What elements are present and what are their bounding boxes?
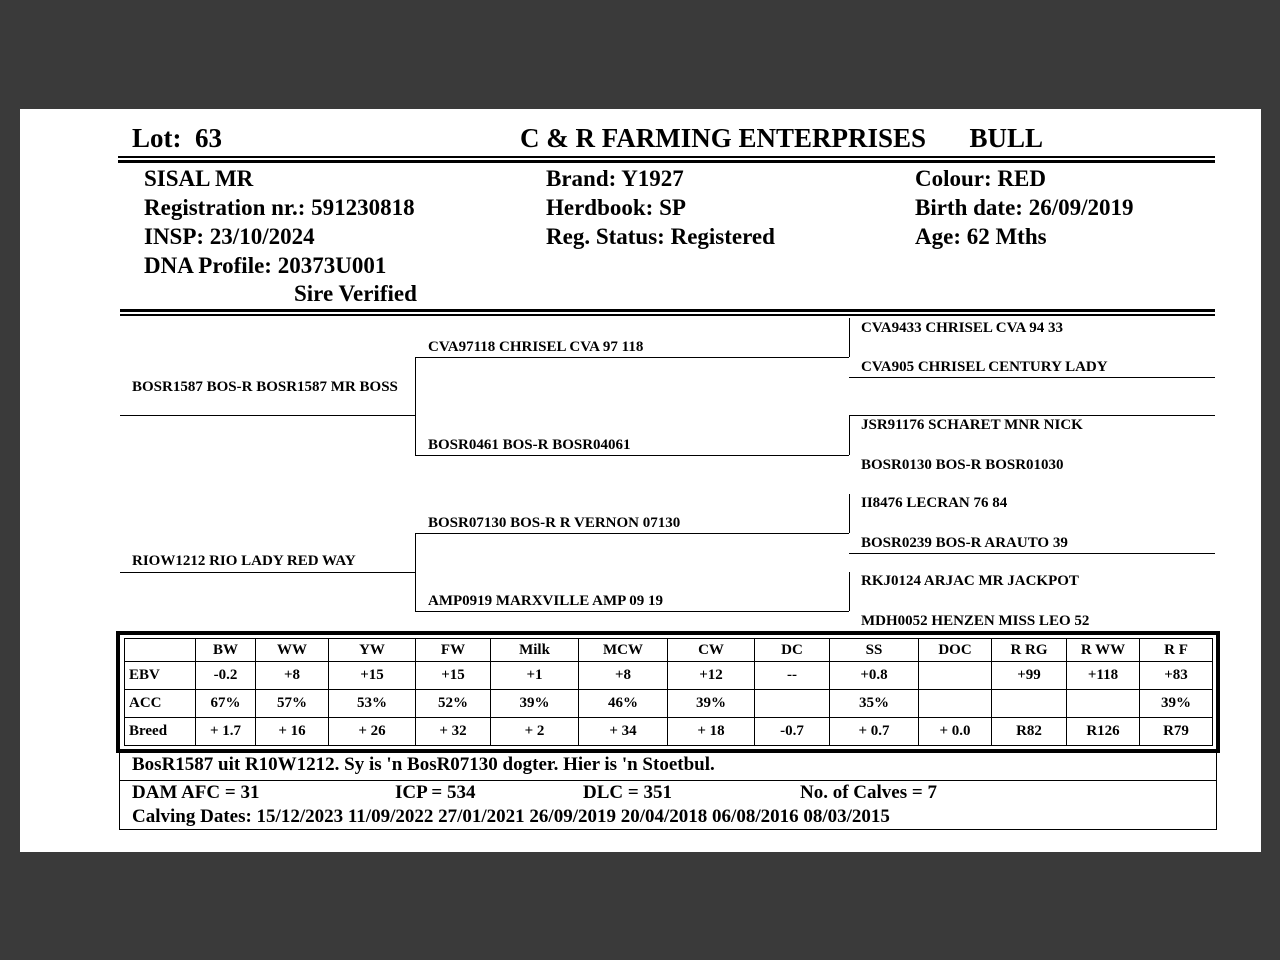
ebv-cell: +0.8 [830, 662, 919, 690]
ebv-col-header: Milk [491, 639, 579, 662]
ebv-col-header: CW [668, 639, 755, 662]
registration-status: Reg. Status: Registered [546, 224, 775, 249]
ebv-col-header: R RG [992, 639, 1067, 662]
pedigree-line [415, 533, 849, 534]
dam-info-box [119, 780, 1217, 830]
animal-sex: BULL [969, 123, 1044, 153]
registration-number: Registration nr.: 591230818 [144, 195, 415, 220]
ebv-row-label: ACC [125, 690, 196, 718]
ebv-cell: + 2 [491, 718, 579, 746]
breed-row [125, 718, 1213, 746]
pedigree-line [415, 611, 849, 612]
pedigree-dam-dam: AMP0919 MARXVILLE AMP 09 19 [428, 593, 663, 609]
ebv-cell: + 0.0 [919, 718, 992, 746]
pedigree-line [415, 357, 416, 455]
breeder-heading [520, 123, 1043, 154]
lot-heading [132, 123, 222, 154]
birth-date: Birth date: 26/09/2019 [915, 195, 1134, 220]
ebv-cell: 46% [579, 690, 668, 718]
ebv-cell: +8 [579, 662, 668, 690]
pedigree-dam: RIOW1212 RIO LADY RED WAY [132, 553, 356, 569]
dlc: DLC = 351 [583, 782, 672, 803]
ebv-cell: -0.7 [755, 718, 830, 746]
pedigree-line [849, 572, 850, 611]
remark-box [119, 752, 1217, 781]
ebv-cell: +99 [992, 662, 1067, 690]
number-of-calves: No. of Calves = 7 [800, 782, 937, 803]
ebv-cell: 39% [668, 690, 755, 718]
pedigree-line [415, 357, 849, 358]
remark-text: BosR1587 uit R10W1212. Sy is 'n BosR07130 dogter. Hier is 'n Stoetbul. [132, 754, 715, 775]
pedigree-sds: JSR91176 SCHARET MNR NICK [861, 417, 1083, 433]
pedigree-dsd: BOSR0239 BOS-R ARAUTO 39 [861, 535, 1068, 551]
pedigree-ssd: CVA905 CHRISEL CENTURY LADY [861, 359, 1108, 375]
icp: ICP = 534 [395, 782, 476, 803]
info-rule-bottom [120, 314, 1215, 316]
pedigree-line [849, 494, 850, 533]
lot-card [20, 109, 1261, 852]
pedigree-line [849, 318, 850, 357]
ebv-cell: + 1.7 [196, 718, 256, 746]
breeder-name: C & R FARMING ENTERPRISES [520, 123, 927, 153]
ebv-cell: 57% [256, 690, 329, 718]
colour: Colour: RED [915, 166, 1046, 191]
pedigree-line [849, 415, 850, 455]
ebv-header-row [125, 639, 1213, 662]
pedigree-line [849, 415, 1215, 416]
pedigree-dss: II8476 LECRAN 76 84 [861, 495, 1008, 511]
ebv-col-header: DC [755, 639, 830, 662]
ebv-col-header: R WW [1067, 639, 1140, 662]
ebv-cell: +15 [416, 662, 491, 690]
ebv-cell: +83 [1140, 662, 1213, 690]
pedigree-sire-sire: CVA97118 CHRISEL CVA 97 118 [428, 339, 644, 355]
ebv-table [124, 638, 1213, 746]
pedigree-line [849, 377, 1215, 378]
herdbook: Herdbook: SP [546, 195, 686, 220]
ebv-row [125, 662, 1213, 690]
header-rule-bottom [118, 160, 1215, 163]
brand: Brand: Y1927 [546, 166, 684, 191]
pedigree-dam-sire: BOSR07130 BOS-R R VERNON 07130 [428, 515, 681, 531]
ebv-row-label: EBV [125, 662, 196, 690]
ebv-cell: +8 [256, 662, 329, 690]
ebv-cell: + 0.7 [830, 718, 919, 746]
ebv-col-header: BW [196, 639, 256, 662]
ebv-cell: 39% [491, 690, 579, 718]
animal-name: SISAL MR [144, 166, 254, 191]
ebv-cell: 52% [416, 690, 491, 718]
ebv-cell: -0.2 [196, 662, 256, 690]
ebv-cell: + 32 [416, 718, 491, 746]
ebv-cell: +118 [1067, 662, 1140, 690]
ebv-col-header: WW [256, 639, 329, 662]
pedigree-line [415, 533, 416, 611]
ebv-cell: 53% [329, 690, 416, 718]
ebv-col-header: MCW [579, 639, 668, 662]
lot-label: Lot: [132, 123, 182, 153]
age: Age: 62 Mths [915, 224, 1047, 249]
ebv-col-header: R F [1140, 639, 1213, 662]
pedigree-line [120, 572, 416, 573]
ebv-cell: R82 [992, 718, 1067, 746]
dam-afc: DAM AFC = 31 [132, 782, 260, 803]
sire-verified: Sire Verified [294, 281, 417, 306]
ebv-cell [1067, 690, 1140, 718]
ebv-cell: + 16 [256, 718, 329, 746]
ebv-cell: 39% [1140, 690, 1213, 718]
header-rule-top [118, 156, 1215, 158]
pedigree-dds: RKJ0124 ARJAC MR JACKPOT [861, 573, 1079, 589]
ebv-cell: +12 [668, 662, 755, 690]
pedigree-sss: CVA9433 CHRISEL CVA 94 33 [861, 320, 1063, 336]
ebv-col-header: YW [329, 639, 416, 662]
ebv-col-header: DOC [919, 639, 992, 662]
ebv-cell: 67% [196, 690, 256, 718]
ebv-cell [992, 690, 1067, 718]
inspection-date: INSP: 23/10/2024 [144, 224, 315, 249]
ebv-cell [755, 690, 830, 718]
pedigree-sdd: BOSR0130 BOS-R BOSR01030 [861, 457, 1064, 473]
ebv-col-header: FW [416, 639, 491, 662]
pedigree-line [415, 455, 849, 456]
ebv-cell: + 26 [329, 718, 416, 746]
pedigree-sire: BOSR1587 BOS-R BOSR1587 MR BOSS [132, 379, 398, 395]
ebv-cell: R126 [1067, 718, 1140, 746]
ebv-cell [919, 662, 992, 690]
ebv-cell [919, 690, 992, 718]
ebv-cell: + 18 [668, 718, 755, 746]
acc-row [125, 690, 1213, 718]
ebv-col-header [125, 639, 196, 662]
info-rule-top [120, 309, 1215, 312]
pedigree-sire-dam: BOSR0461 BOS-R BOSR04061 [428, 437, 631, 453]
ebv-cell: -- [755, 662, 830, 690]
pedigree-line [849, 553, 1215, 554]
ebv-cell: +1 [491, 662, 579, 690]
lot-number: 63 [195, 123, 222, 153]
ebv-col-header: SS [830, 639, 919, 662]
pedigree-ddd: MDH0052 HENZEN MISS LEO 52 [861, 613, 1090, 629]
ebv-row-label: Breed [125, 718, 196, 746]
ebv-cell: +15 [329, 662, 416, 690]
ebv-cell: R79 [1140, 718, 1213, 746]
pedigree-line [120, 415, 416, 416]
calving-dates: Calving Dates: 15/12/2023 11/09/2022 27/01/2021 26/09/2019 20/04/2018 06/08/2016 08/03/2015 [132, 806, 890, 827]
ebv-cell: 35% [830, 690, 919, 718]
ebv-cell: + 34 [579, 718, 668, 746]
dna-profile: DNA Profile: 20373U001 [144, 253, 387, 278]
